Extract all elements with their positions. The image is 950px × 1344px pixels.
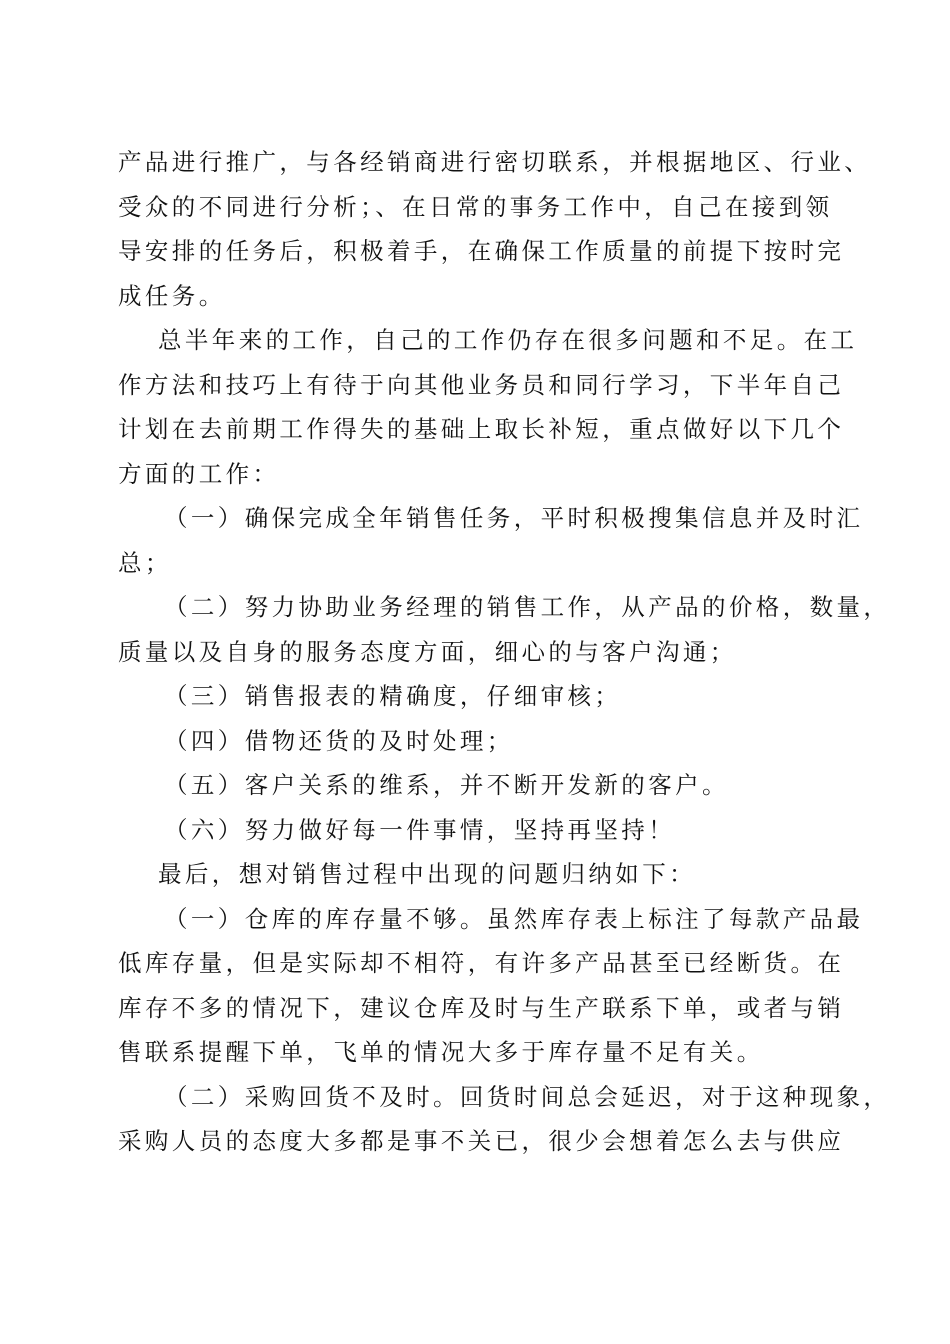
- list-item-line: （二）采购回货不及时。回货时间总会延迟，对于这种现象，: [164, 1082, 891, 1111]
- paragraph-start-line: 总半年来的工作，自己的工作仍存在很多问题和不足。在工: [158, 326, 858, 354]
- text-line: 库存不多的情况下，建议仓库及时与生产联系下单，或者与销: [118, 993, 845, 1022]
- text-line: 计划在去前期工作得失的基础上取长补短，重点做好以下几个: [118, 415, 845, 443]
- text-line: 受众的不同进行分析；、在日常的事务工作中，自己在接到领: [118, 192, 833, 221]
- text-line: 导安排的任务后，积极着手，在确保工作质量的前提下按时完: [118, 237, 845, 265]
- paragraph-start-line: 最后，想对销售过程中出现的问题归纳如下：: [158, 860, 696, 888]
- text-line: 作方法和技巧上有待于向其他业务员和同行学习，下半年自己: [118, 370, 845, 399]
- text-line: 产品进行推广，与各经销商进行密切联系，并根据地区、行业、: [118, 148, 872, 176]
- list-item-line: （六）努力做好每一件事情，坚持再坚持！: [164, 815, 676, 844]
- list-item-line: （三）销售报表的精确度，仔细审核；: [164, 682, 622, 710]
- text-line: 质量以及自身的服务态度方面，细心的与客户沟通；: [118, 637, 737, 666]
- text-line: 售联系提醒下单，飞单的情况大多于库存量不足有关。: [118, 1038, 764, 1066]
- document-body: [118, 140, 891, 1164]
- list-item-line: （四）借物还货的及时处理；: [164, 726, 514, 755]
- list-item-line: （一）仓库的库存量不够。虽然库存表上标注了每款产品最: [164, 904, 864, 933]
- list-item-line: （二）努力协助业务经理的销售工作，从产品的价格，数量，: [164, 593, 891, 621]
- list-item-line: （一）确保完成全年销售任务，平时积极搜集信息并及时汇: [164, 504, 864, 532]
- text-line: 总；: [118, 548, 172, 577]
- text-line: 方面的工作：: [118, 459, 280, 488]
- text-line: 成任务。: [118, 281, 226, 310]
- text-line: 采购人员的态度大多都是事不关已，很少会想着怎么去与供应: [118, 1127, 845, 1155]
- text-line: 低库存量，但是实际却不相符，有许多产品甚至已经断货。在: [118, 949, 845, 977]
- list-item-line: （五）客户关系的维系，并不断开发新的客户。: [164, 771, 729, 799]
